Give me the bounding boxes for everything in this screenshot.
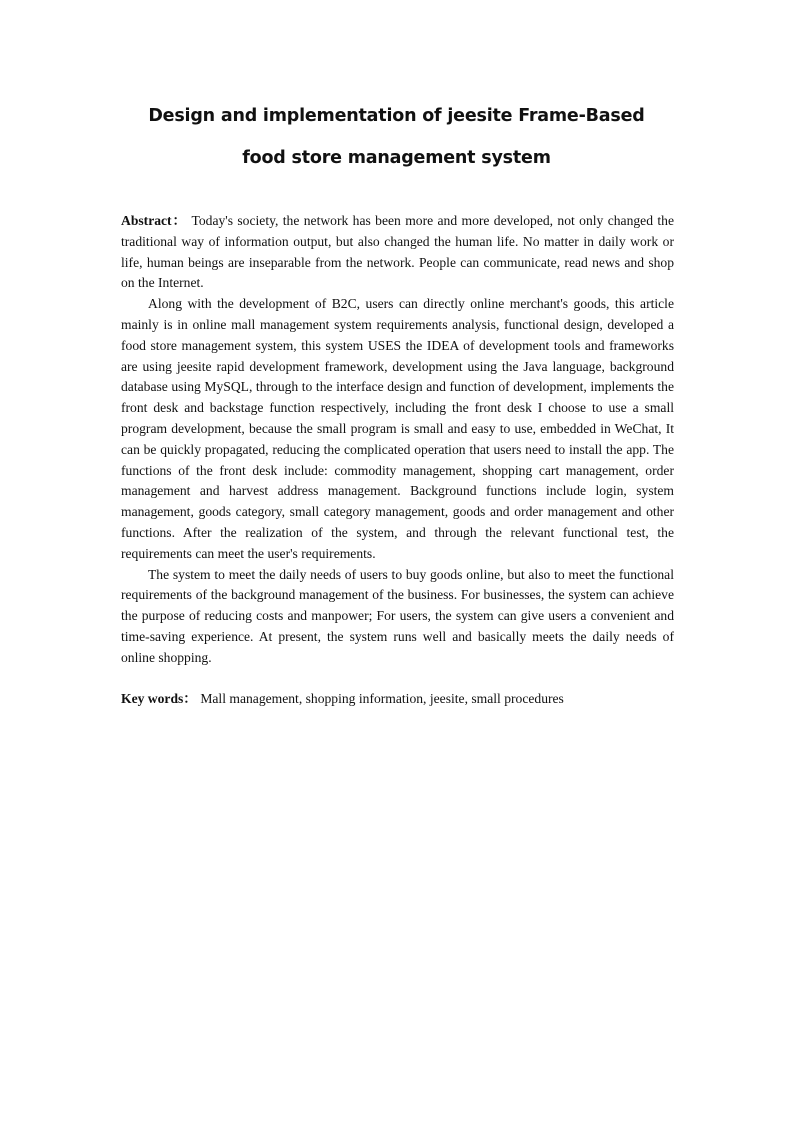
paper-title-line-2: food store management system <box>242 148 551 168</box>
abstract-paragraph-3: The system to meet the daily needs of users to buy goods online, but also to meet the functional requirements of the background management of the business. For businesses, the system can achieve the purpose of reducing costs and manpower; For users, the system can give users a convenient and time-saving experience. At present, the system runs well and basically meets the daily needs of online shopping. <box>121 566 674 665</box>
keywords-text: Mall management, shopping information, jeesite, small procedures <box>200 690 564 706</box>
abstract-paragraph-1 <box>121 211 674 294</box>
abstract-section <box>121 211 674 709</box>
abstract-paragraph-1-text: Today's society, the network has been more and more developed, not only changed the traditional way of information output, but also changed the human life. No matter in daily work or life, human beings are inseparable from the network. People can communicate, read news and shop on the Internet. <box>121 213 674 291</box>
abstract-paragraph-2: Along with the development of B2C, users can directly online merchant's goods, this article mainly is in online mall management system requirements analysis, functional design, developed a food store management system, this system USES the IDEA of development tools and frameworks are using jeesite rapid development framework, development using the Java language, background database using MySQL, through to the interface design and function of development, implements the front desk and backstage function respectively, including the front desk I choose to use a small program development, because the small program is small and easy to use, embedded in WeChat, It can be quickly propagated, reducing the complicated operation that users need to install the app. The functions of the front desk include: commodity management, shopping cart management, order management and harvest address management. Background functions include login, system management, goods category, small category management, goods and order management and other functions. After the realization of the system, and through the relevant functional test, the requirements can meet the user's requirements. <box>121 296 674 561</box>
paper-title-line-1: Design and implementation of jeesite Frame-Based <box>148 106 645 126</box>
keywords-line <box>121 689 674 710</box>
abstract-label: Abstract： <box>121 213 188 228</box>
keywords-label: Key words： <box>121 690 197 706</box>
